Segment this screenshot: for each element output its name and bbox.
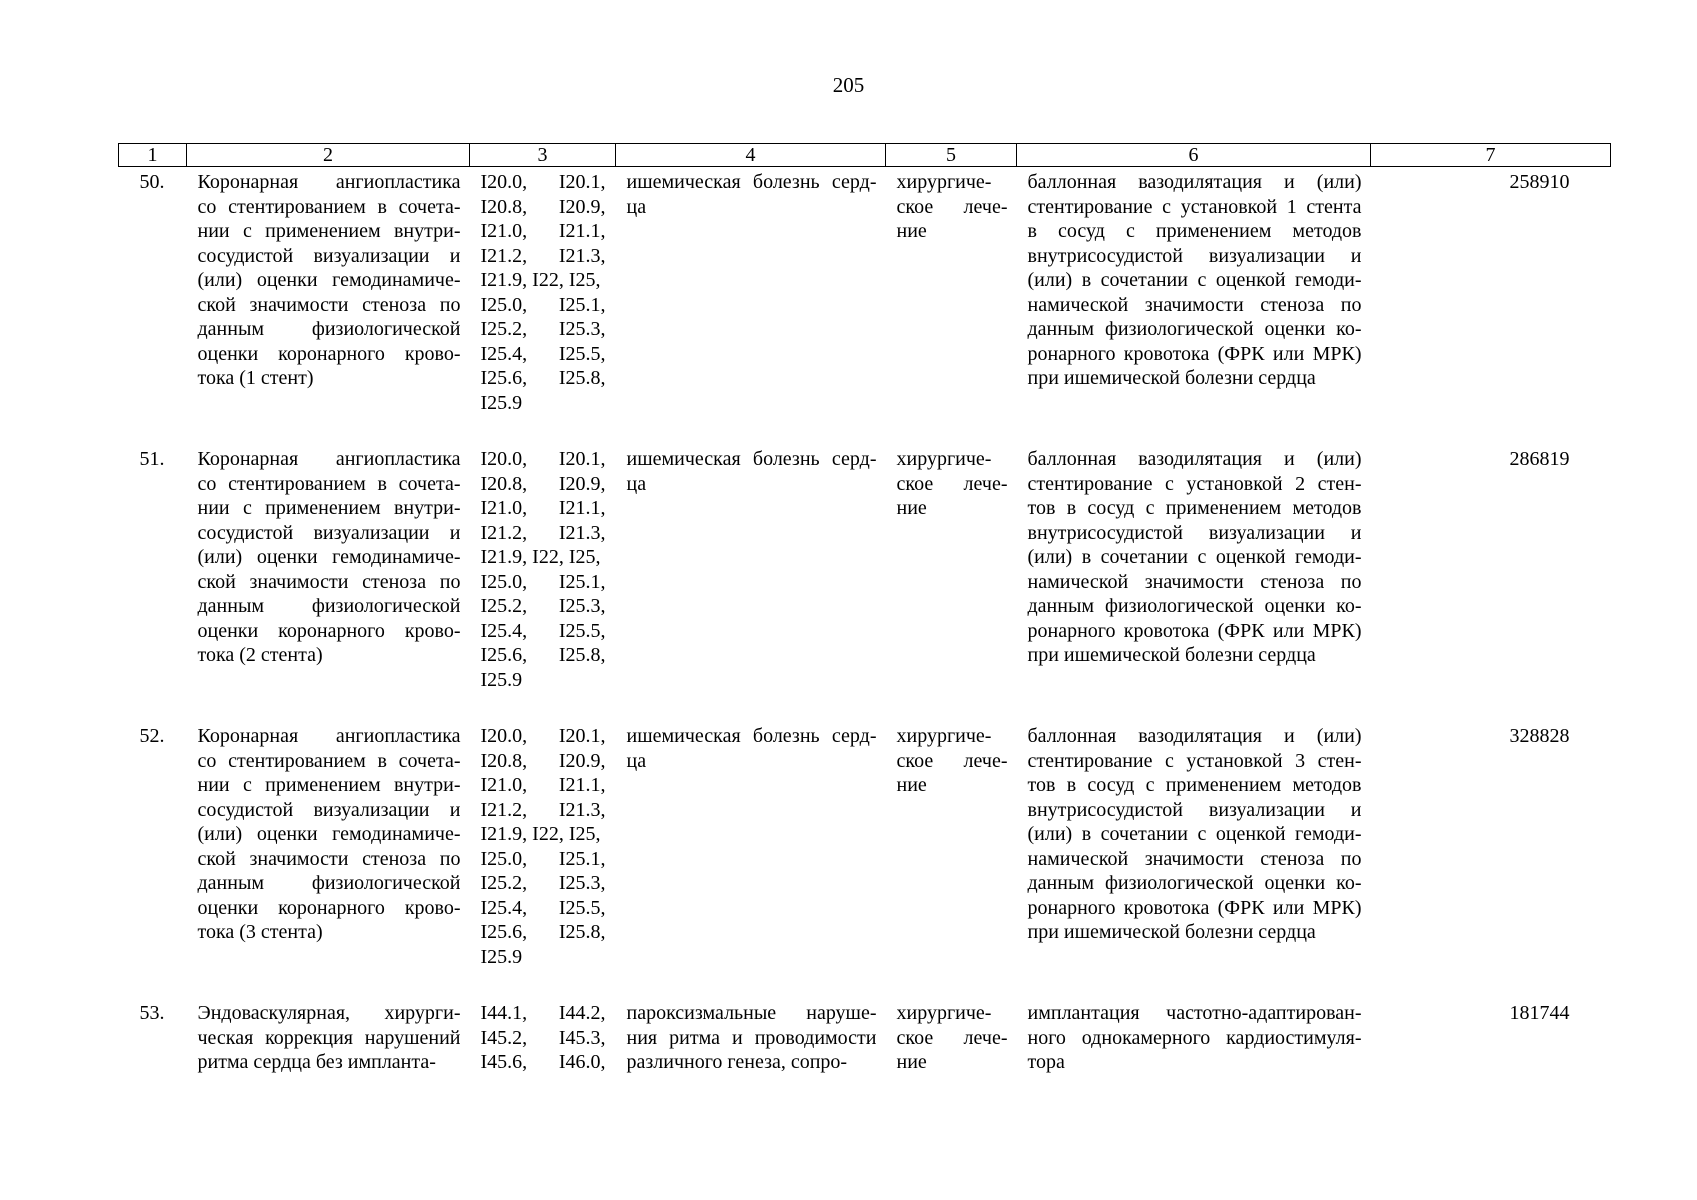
service-name-line: данным физиологической xyxy=(197,595,461,617)
treatment-method-cell xyxy=(1017,1001,1371,1075)
treatment-method-line: (или) в сочетании с оценкой гемоди- xyxy=(1027,823,1362,845)
icd-code-line xyxy=(481,871,606,896)
icd-code: I25.2, xyxy=(480,318,528,340)
icd-code: I21.1, xyxy=(558,497,606,519)
icd-code: I25.9 xyxy=(480,945,523,968)
row-number: 51. xyxy=(139,448,165,470)
disease-line: пароксизмальные наруше- xyxy=(626,1002,877,1024)
treatment-type-line: хирургиче- xyxy=(896,448,992,470)
icd-code: I21.9, I22, I25, xyxy=(480,823,601,845)
service-name-line: оценки коронарного крово- xyxy=(197,342,461,365)
disease-line: ния ритма и проводимости xyxy=(626,1026,877,1049)
service-name-line: нии с применением внутри- xyxy=(197,774,461,796)
icd-code: I25.0, xyxy=(480,570,528,593)
icd-code: I20.8, xyxy=(480,749,528,772)
treatment-type-cell xyxy=(886,1001,1017,1075)
icd-code: I25.8, xyxy=(558,921,606,943)
icd-code-line xyxy=(481,244,606,269)
icd-code-line xyxy=(481,447,606,472)
icd-code: I25.5, xyxy=(558,619,606,642)
treatment-type-line: ние xyxy=(896,497,927,519)
price: 258910 xyxy=(1509,171,1570,193)
icd-code-line xyxy=(481,391,606,416)
icd-code-line xyxy=(481,1001,606,1026)
treatment-method-line: тора xyxy=(1027,1051,1065,1073)
icd-code-line xyxy=(481,219,606,244)
icd-code: I25.1, xyxy=(558,847,606,870)
treatment-type-cell xyxy=(886,724,1017,1001)
service-name-line: (или) оценки гемодинамиче- xyxy=(197,546,461,568)
price: 181744 xyxy=(1509,1002,1570,1024)
service-name-line: оценки коронарного крово- xyxy=(197,896,461,919)
icd-code: I20.8, xyxy=(480,195,528,218)
service-name-line: (или) оценки гемодинамиче- xyxy=(197,269,461,291)
icd-codes-cell xyxy=(470,1001,616,1075)
icd-code-line xyxy=(481,342,606,367)
icd-code: I25.0, xyxy=(480,847,528,870)
icd-code: I45.3, xyxy=(558,1026,606,1049)
service-name-line: Коронарная ангиопластика xyxy=(197,448,461,470)
column-header: 5 xyxy=(886,144,1017,167)
icd-code: I25.3, xyxy=(558,595,606,617)
treatment-type-line: ское лече- xyxy=(896,472,1008,495)
disease-line: ишемическая болезнь серд- xyxy=(626,725,877,747)
icd-codes-cell xyxy=(470,724,616,1001)
icd-code-line xyxy=(481,668,606,693)
disease-line: ца xyxy=(626,195,647,218)
icd-code-line xyxy=(481,268,606,293)
icd-code: I25.6, xyxy=(480,921,528,943)
treatment-method-line: намической значимости стеноза по xyxy=(1027,293,1362,316)
icd-code: I25.2, xyxy=(480,595,528,617)
treatment-type-line: хирургиче- xyxy=(896,1002,992,1024)
icd-code: I21.3, xyxy=(558,798,606,821)
icd-code: I20.0, xyxy=(480,171,528,193)
icd-code: I25.6, xyxy=(480,644,528,666)
service-name-cell xyxy=(187,724,470,1001)
icd-code: I20.9, xyxy=(558,749,606,772)
column-header: 6 xyxy=(1017,144,1371,167)
service-name-line: нии с применением внутри- xyxy=(197,220,461,242)
treatment-type-line: ние xyxy=(896,774,927,796)
icd-code: I25.1, xyxy=(558,570,606,593)
icd-code: I25.8, xyxy=(558,644,606,666)
treatment-method-cell xyxy=(1017,447,1371,724)
icd-code: I25.4, xyxy=(480,619,528,642)
page-number: 205 xyxy=(832,73,865,97)
treatment-type-cell xyxy=(886,167,1017,448)
service-name-line: тока (2 стента) xyxy=(197,644,323,666)
treatment-method-cell xyxy=(1017,724,1371,1001)
icd-codes xyxy=(470,1001,616,1075)
treatment-method-line: ронарного кровотока (ФРК или МРК) xyxy=(1027,619,1362,642)
treatment-type-line: ское лече- xyxy=(896,749,1008,772)
column-header: 3 xyxy=(470,144,616,167)
service-name-line: сосудистой визуализации и xyxy=(197,521,461,544)
icd-code: I21.2, xyxy=(480,521,528,544)
column-header: 7 xyxy=(1371,144,1611,167)
icd-code: I21.9, I22, I25, xyxy=(480,546,601,568)
icd-code-line xyxy=(481,570,606,595)
service-name-cell xyxy=(187,167,470,448)
icd-code: I20.1, xyxy=(558,725,606,747)
treatment-method-line: в сосуд с применением методов xyxy=(1027,220,1362,242)
treatment-method-line: (или) в сочетании с оценкой гемоди- xyxy=(1027,546,1362,568)
icd-code: I21.2, xyxy=(480,244,528,267)
service-name-line: Коронарная ангиопластика xyxy=(197,725,461,747)
treatment-method-line: данным физиологической оценки ко- xyxy=(1027,595,1362,617)
treatment-method-line: ронарного кровотока (ФРК или МРК) xyxy=(1027,342,1362,365)
icd-codes xyxy=(470,724,616,969)
icd-code: I20.1, xyxy=(558,448,606,470)
service-name-line: сосудистой визуализации и xyxy=(197,244,461,267)
icd-code: I21.3, xyxy=(558,521,606,544)
table-row xyxy=(119,1001,1611,1075)
treatment-method-line: баллонная вазодилятация и (или) xyxy=(1027,171,1362,193)
service-name-line: со стентированием в сочета- xyxy=(197,195,461,218)
treatment-type-line: ние xyxy=(896,1051,927,1073)
icd-code: I25.5, xyxy=(558,896,606,919)
treatment-method-line: тов в сосуд с применением методов xyxy=(1027,774,1362,796)
table-row xyxy=(119,447,1611,724)
icd-code: I45.2, xyxy=(480,1026,528,1049)
service-name-line: со стентированием в сочета- xyxy=(197,749,461,772)
service-name-line: ческая коррекция нарушений xyxy=(197,1026,461,1049)
treatment-method-line: баллонная вазодилятация и (или) xyxy=(1027,725,1362,747)
disease-line: ишемическая болезнь серд- xyxy=(626,171,877,193)
icd-code-line xyxy=(481,749,606,774)
treatment-method-line: баллонная вазодилятация и (или) xyxy=(1027,448,1362,470)
treatment-method-line: стентирование с установкой 2 стен- xyxy=(1027,472,1362,495)
icd-codes xyxy=(470,447,616,692)
icd-code: I20.9, xyxy=(558,472,606,495)
price: 328828 xyxy=(1509,725,1570,747)
disease-line: различного генеза, сопро- xyxy=(626,1051,848,1073)
icd-code: I20.1, xyxy=(558,171,606,193)
service-name-cell xyxy=(187,447,470,724)
service-name-line: Коронарная ангиопластика xyxy=(197,171,461,193)
treatment-type-line: ние xyxy=(896,220,927,242)
icd-code: I25.6, xyxy=(480,367,528,389)
services-table xyxy=(118,143,1611,1075)
table-row xyxy=(119,167,1611,448)
icd-code-line xyxy=(481,643,606,668)
icd-code: I20.0, xyxy=(480,725,528,747)
row-number: 50. xyxy=(139,171,165,193)
service-name-line: ской значимости стеноза по xyxy=(197,570,461,593)
treatment-method-line: намической значимости стеноза по xyxy=(1027,570,1362,593)
icd-code: I21.9, I22, I25, xyxy=(480,269,601,291)
table-row xyxy=(119,724,1611,1001)
service-name-line: сосудистой визуализации и xyxy=(197,798,461,821)
icd-code-line xyxy=(481,896,606,921)
icd-code-line xyxy=(481,1026,606,1051)
icd-code: I25.9 xyxy=(480,668,523,691)
icd-code-line xyxy=(481,724,606,749)
icd-code: I25.2, xyxy=(480,872,528,894)
treatment-type-cell xyxy=(886,447,1017,724)
treatment-method-line: ронарного кровотока (ФРК или МРК) xyxy=(1027,896,1362,919)
icd-code-line xyxy=(481,798,606,823)
service-name-line: ской значимости стеноза по xyxy=(197,847,461,870)
treatment-method-line: при ишемической болезни сердца xyxy=(1027,921,1316,943)
price: 286819 xyxy=(1509,448,1570,470)
treatment-method-line: имплантация частотно-адаптирован- xyxy=(1027,1002,1362,1024)
icd-code: I25.0, xyxy=(480,293,528,316)
column-header: 2 xyxy=(187,144,470,167)
treatment-method-line: внутрисосудистой визуализации и xyxy=(1027,798,1362,821)
treatment-method-cell xyxy=(1017,167,1371,448)
column-header: 4 xyxy=(616,144,886,167)
disease-cell xyxy=(616,724,886,1001)
row-number: 53. xyxy=(139,1002,165,1024)
icd-code: I25.3, xyxy=(558,318,606,340)
treatment-method-line: ного однокамерного кардиостимуля- xyxy=(1027,1026,1362,1049)
service-name-line: данным физиологической xyxy=(197,872,461,894)
service-name-line: ской значимости стеноза по xyxy=(197,293,461,316)
icd-code: I25.8, xyxy=(558,367,606,389)
icd-code: I25.3, xyxy=(558,872,606,894)
service-name-line: нии с применением внутри- xyxy=(197,497,461,519)
icd-code: I25.1, xyxy=(558,293,606,316)
treatment-method-line: намической значимости стеноза по xyxy=(1027,847,1362,870)
table-body xyxy=(119,167,1611,1075)
service-name-line: тока (1 стент) xyxy=(197,367,314,389)
icd-code: I21.2, xyxy=(480,798,528,821)
icd-code: I21.0, xyxy=(480,497,528,519)
service-name-line: ритма сердца без импланта- xyxy=(197,1051,436,1073)
icd-code: I20.9, xyxy=(558,195,606,218)
icd-code: I21.0, xyxy=(480,220,528,242)
icd-code: I45.6, xyxy=(480,1051,528,1073)
icd-code: I46.0, xyxy=(558,1051,606,1073)
treatment-type-line: ское лече- xyxy=(896,1026,1008,1049)
treatment-method-line: стентирование с установкой 1 стента xyxy=(1027,195,1362,218)
treatment-method-line: тов в сосуд с применением методов xyxy=(1027,497,1362,519)
service-name-line: Эндоваскулярная, хирурги- xyxy=(197,1002,461,1024)
icd-code: I20.0, xyxy=(480,448,528,470)
icd-code-line xyxy=(481,366,606,391)
treatment-method-line: стентирование с установкой 3 стен- xyxy=(1027,749,1362,772)
column-header: 1 xyxy=(119,144,187,167)
disease-line: ца xyxy=(626,472,647,495)
icd-codes-cell xyxy=(470,447,616,724)
icd-code-line xyxy=(481,1050,606,1075)
service-name-line: со стентированием в сочета- xyxy=(197,472,461,495)
icd-code-line xyxy=(481,545,606,570)
row-number: 52. xyxy=(139,725,165,747)
treatment-method-line: (или) в сочетании с оценкой гемоди- xyxy=(1027,269,1362,291)
icd-code-line xyxy=(481,847,606,872)
disease-line: ца xyxy=(626,749,647,772)
icd-code: I21.1, xyxy=(558,220,606,242)
icd-code-line xyxy=(481,619,606,644)
disease-cell xyxy=(616,167,886,448)
treatment-type-line: ское лече- xyxy=(896,195,1008,218)
icd-code-line xyxy=(481,594,606,619)
icd-codes-cell xyxy=(470,167,616,448)
icd-code-line xyxy=(481,195,606,220)
icd-code-line xyxy=(481,521,606,546)
icd-codes xyxy=(470,170,616,415)
icd-code-line xyxy=(481,945,606,970)
treatment-method-line: данным физиологической оценки ко- xyxy=(1027,872,1362,894)
icd-code: I44.1, xyxy=(480,1002,528,1024)
icd-code: I21.0, xyxy=(480,774,528,796)
disease-cell xyxy=(616,1001,886,1075)
disease-cell xyxy=(616,447,886,724)
service-name-line: (или) оценки гемодинамиче- xyxy=(197,823,461,845)
icd-code: I25.9 xyxy=(480,391,523,414)
treatment-type-line: хирургиче- xyxy=(896,725,992,747)
icd-code: I21.3, xyxy=(558,244,606,267)
icd-code: I21.1, xyxy=(558,774,606,796)
icd-code: I25.4, xyxy=(480,342,528,365)
icd-code-line xyxy=(481,170,606,195)
treatment-type-line: хирургиче- xyxy=(896,171,992,193)
icd-code: I25.5, xyxy=(558,342,606,365)
service-name-line: данным физиологической xyxy=(197,318,461,340)
treatment-method-line: при ишемической болезни сердца xyxy=(1027,644,1316,666)
treatment-method-line: внутрисосудистой визуализации и xyxy=(1027,244,1362,267)
icd-code-line xyxy=(481,773,606,798)
service-name-line: оценки коронарного крово- xyxy=(197,619,461,642)
icd-code: I25.4, xyxy=(480,896,528,919)
treatment-method-line: данным физиологической оценки ко- xyxy=(1027,318,1362,340)
service-name-cell xyxy=(187,1001,470,1075)
icd-code-line xyxy=(481,472,606,497)
treatment-method-line: внутрисосудистой визуализации и xyxy=(1027,521,1362,544)
icd-code: I20.8, xyxy=(480,472,528,495)
icd-code-line xyxy=(481,496,606,521)
column-number-header-row xyxy=(119,144,1611,167)
treatment-method-line: при ишемической болезни сердца xyxy=(1027,367,1316,389)
icd-code-line xyxy=(481,822,606,847)
icd-code-line xyxy=(481,920,606,945)
icd-code: I44.2, xyxy=(558,1002,606,1024)
service-name-line: тока (3 стента) xyxy=(197,921,323,943)
disease-line: ишемическая болезнь серд- xyxy=(626,448,877,470)
icd-code-line xyxy=(481,317,606,342)
icd-code-line xyxy=(481,293,606,318)
